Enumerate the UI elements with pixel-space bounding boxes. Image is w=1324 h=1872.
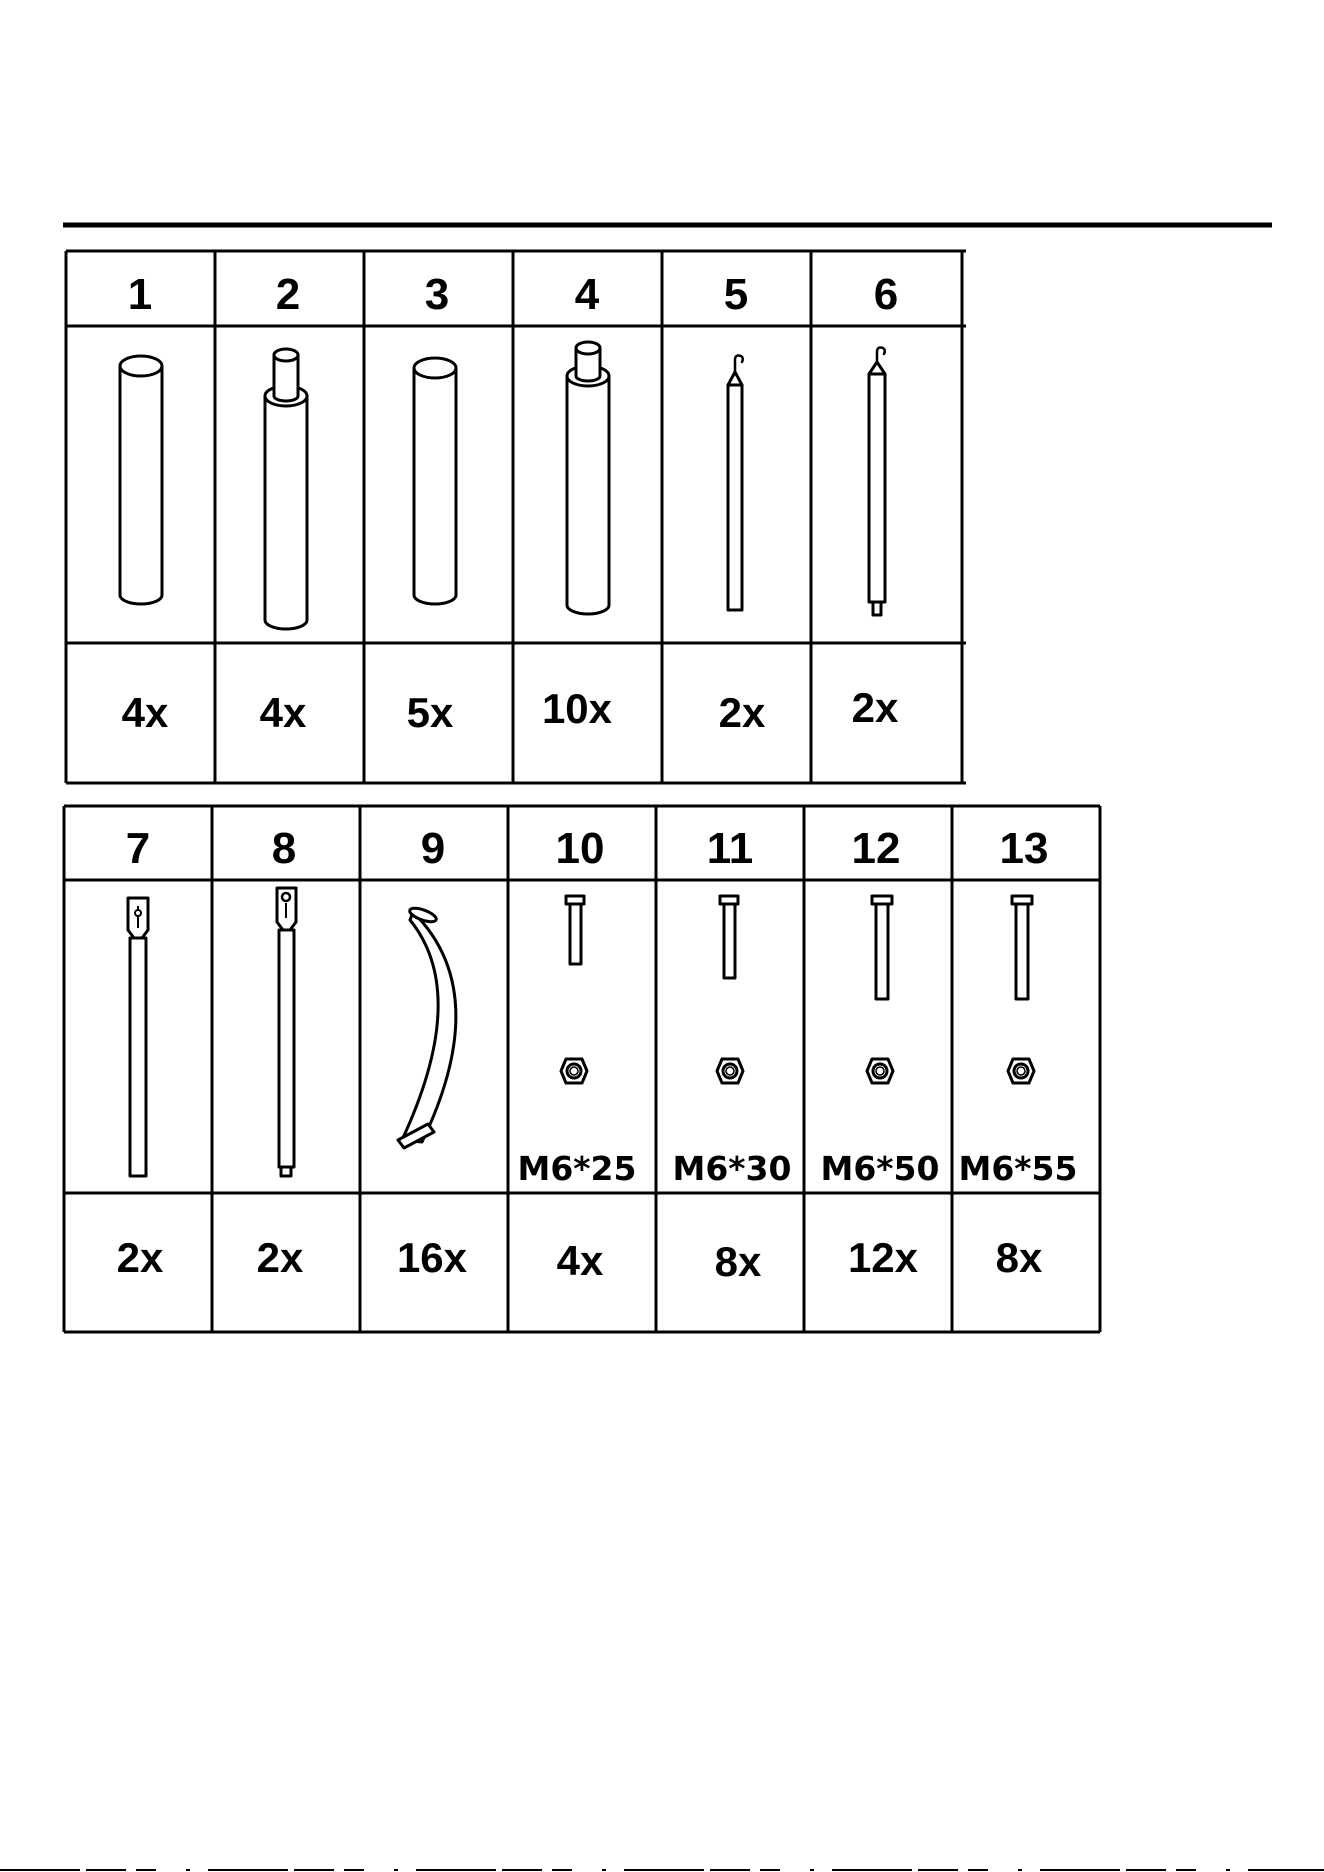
- bolt-and-nut-icon: [867, 896, 893, 1083]
- tube-with-insert-icon: [265, 349, 307, 629]
- bracket-rod-icon: [128, 898, 148, 1176]
- part-number: 7: [125, 824, 151, 873]
- part-number: 1: [127, 270, 153, 319]
- part-quantity: 16x: [396, 1234, 468, 1281]
- part-quantity: 4x: [259, 689, 307, 736]
- part-quantity: 2x: [851, 684, 899, 731]
- bolt-size-label: M6*30: [672, 1149, 792, 1188]
- bolt-size-label: M6*50: [820, 1149, 940, 1188]
- part-number: 3: [424, 270, 450, 319]
- part-quantity: 2x: [718, 689, 766, 736]
- part-quantity: 5x: [406, 689, 454, 736]
- part-number: 2: [275, 270, 301, 319]
- hook-rod-with-pin-icon: [869, 348, 885, 616]
- part-number: 10: [555, 824, 605, 873]
- part-number: 12: [851, 824, 901, 873]
- bolt-and-nut-icon: [717, 896, 743, 1083]
- part-number: 8: [271, 824, 297, 873]
- part-quantity: 10x: [541, 685, 613, 732]
- tube-icon: [414, 358, 456, 604]
- bolt-size-label: M6*25: [517, 1149, 637, 1188]
- parts-table-row-1: [66, 251, 966, 783]
- part-quantity: 8x: [995, 1234, 1043, 1281]
- part-number: 6: [873, 270, 899, 319]
- part-quantity: 12x: [847, 1234, 919, 1281]
- table-1-grid: [66, 251, 966, 783]
- curved-rib-icon: [398, 906, 456, 1148]
- part-number: 4: [574, 270, 600, 319]
- bolt-and-nut-icon: [561, 896, 587, 1083]
- hook-rod-icon: [728, 356, 743, 611]
- part-number: 13: [999, 824, 1049, 873]
- part-quantity: 8x: [714, 1238, 762, 1285]
- part-number: 11: [706, 824, 754, 873]
- bolt-size-label: M6*55: [958, 1149, 1078, 1188]
- part-quantity: 2x: [116, 1234, 164, 1281]
- part-number: 5: [723, 270, 749, 319]
- parts-table-row-2: [64, 806, 1100, 1332]
- bolt-and-nut-icon: [1008, 896, 1034, 1083]
- bracket-rod-with-pin-icon: [277, 888, 296, 1176]
- part-number: 9: [420, 824, 446, 873]
- part-quantity: 4x: [121, 689, 169, 736]
- part-quantity: 2x: [256, 1234, 304, 1281]
- part-quantity: 4x: [556, 1237, 604, 1284]
- tube-with-insert-icon: [567, 342, 609, 614]
- tube-icon: [120, 356, 162, 604]
